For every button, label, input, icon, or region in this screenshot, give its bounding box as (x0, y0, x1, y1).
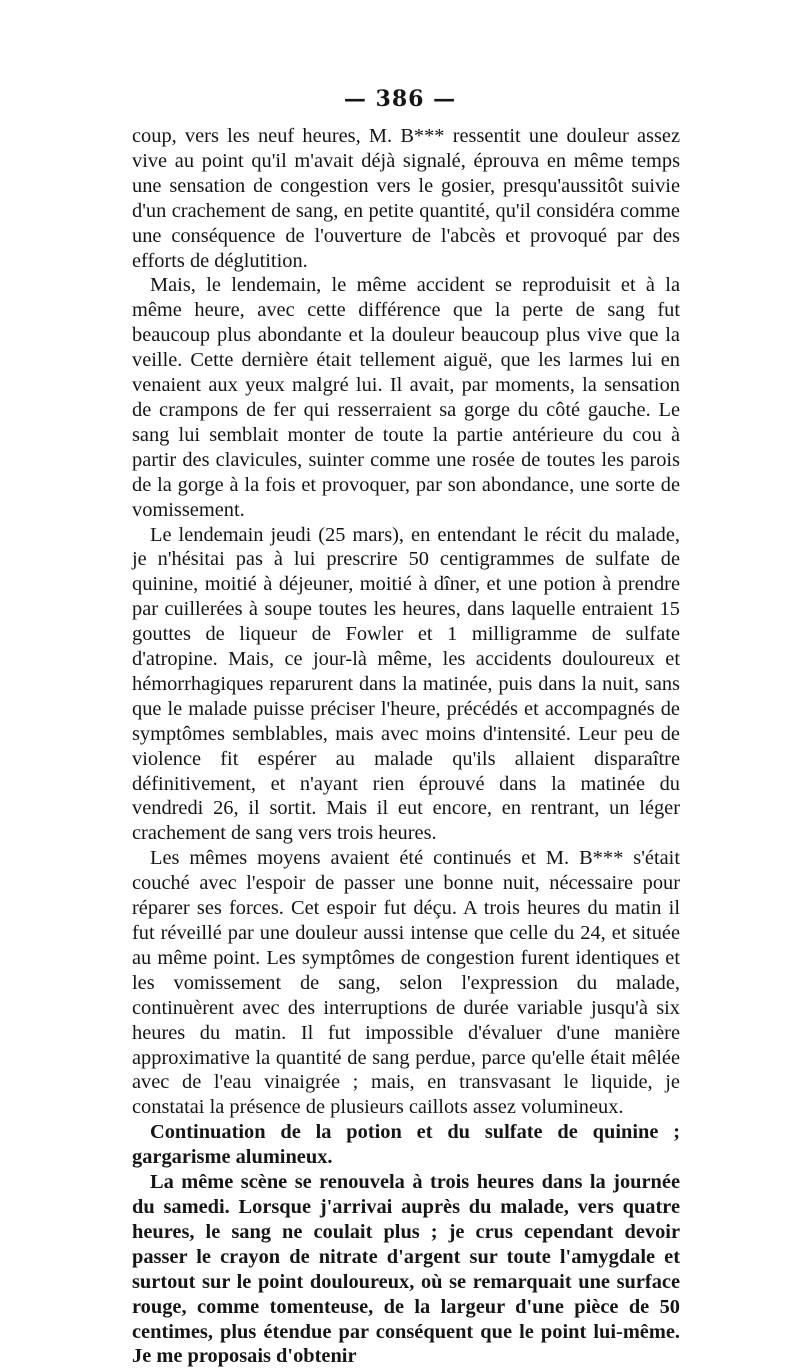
paragraph-2: Mais, le lendemain, le même accident se reproduisit et à la même heure, avec cette différence que la perte de sang fut beaucoup plus abondante et la douleur beaucoup plus vive que la veille. Cette dernière était tellement aiguë, que les larmes lui en venaient aux yeux malgré lui. Il avait, par moments, la sensation de crampons de fer qui resserraient sa gorge du côté gauche. Le sang lui semblait monter de toute la partie antérieure du cou à partir des clavicules, suinter comme une rosée de toutes les parois de la gorge à la fois et provoquer, par son abondance, une sorte de vomissement. (132, 274, 680, 521)
paragraph-1: coup, vers les neuf heures, M. B*** ressentit une douleur assez vive au point qu'il m'avait déjà signalé, éprouva en même temps une sensation de congestion vers le gosier, presqu'aussitôt suivie d'un crachement de sang, en petite quantité, qu'il considéra comme une conséquence de l'ouverture de l'abcès et provoqué par des efforts de déglutition. (132, 125, 680, 272)
page-number: — 386 — (343, 86, 457, 112)
page-body (132, 124, 680, 1369)
paragraph-3: Le lendemain jeudi (25 mars), en entendant le récit du malade, je n'hésitai pas à lui prescrire 50 centigrammes de sulfate de quinine, moitié à déjeuner, moitié à dîner, et une potion à prendre par cuillerées à soupe toutes les heures, dans laquelle entraient 15 gouttes de liqueur de Fowler et 1 milligramme de sulfate d'atropine. Mais, ce jour-là même, les accidents douloureux et hémorrhagiques reparurent dans la matinée, puis dans la nuit, sans que le malade puisse préciser l'heure, précédés et accompagnés de symptômes semblables, mais avec moins d'intensité. Leur peu de violence fit espérer au malade qu'ils allaient disparaître définitivement, et n'ayant rien éprouvé dans la matinée du vendredi 26, il sortit. Mais il eut encore, en rentrant, un léger crachement de sang vers trois heures. (132, 523, 680, 845)
paragraph-4: Les mêmes moyens avaient été continués et M. B*** s'était couché avec l'espoir de passer une bonne nuit, nécessaire pour réparer ses forces. Cet espoir fut déçu. A trois heures du matin il fut réveillé par une douleur aussi intense que celle du 24, et située au même point. Les symptômes de congestion furent identiques et les vomissement de sang, selon l'expression du malade, continuèrent avec des interruptions de durée variable jusqu'à six heures du matin. Il fut impossible d'évaluer d'une manière approximative la quantité de sang perdue, parce qu'elle était mêlée avec de l'eau vinaigrée ; mais, en transvasant le liquide, je constatai la présence de plusieurs caillots assez volumineux. (132, 847, 680, 1119)
paragraph-5: Continuation de la potion et du sulfate de quinine ; gargarisme alumineux. (132, 1121, 680, 1169)
paragraph-6: La même scène se renouvela à trois heures dans la journée du samedi. Lorsque j'arrivai auprès du malade, vers quatre heures, le sang ne coulait plus ; je crus cependant devoir passer le crayon de nitrate d'argent sur toute l'amygdale et surtout sur le point douloureux, où se remarquait une surface rouge, comme tomenteuse, de la largeur d'une pièce de 50 centimes, plus étendue par conséquent que le point lui-même. Je me proposais d'obtenir (132, 1171, 680, 1368)
